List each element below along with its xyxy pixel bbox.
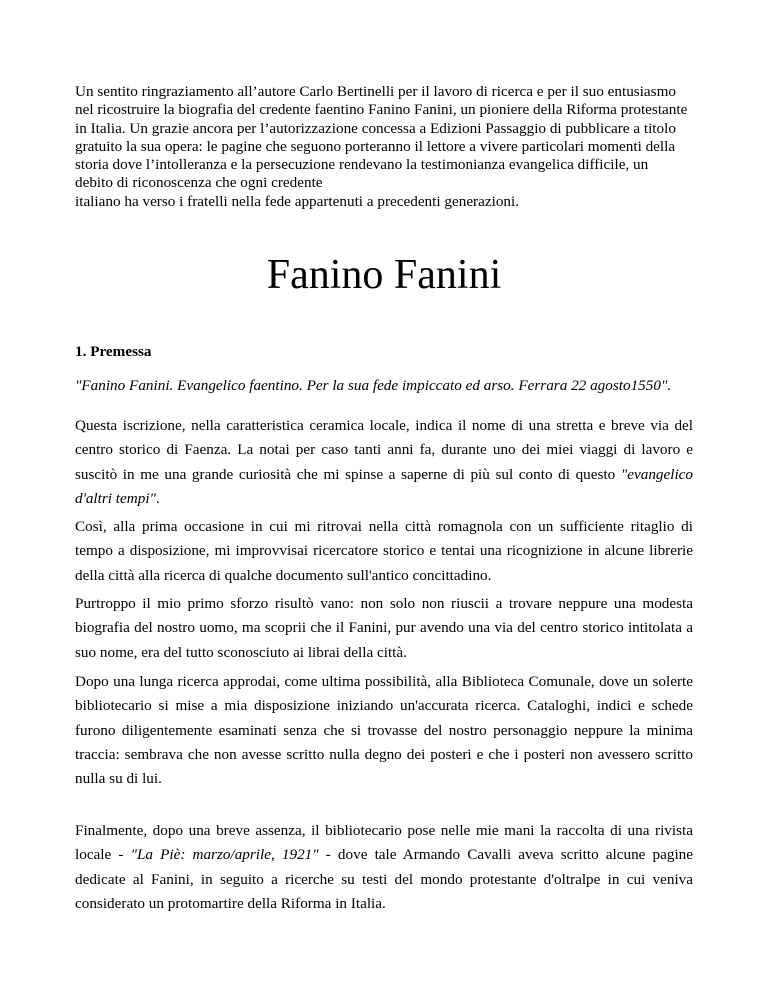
italic-text-run: "evangelico: [620, 465, 694, 483]
text-line: Dopo una lunga ricerca approdai, come ultima possibilità, alla Biblioteca Comunale, dove un solerte: [75, 673, 693, 690]
text-run: locale -: [75, 846, 124, 864]
acknowledgement-paragraph: [75, 83, 705, 211]
text-line: Questa iscrizione, nella caratteristica ceramica locale, indica il nome di una stretta e breve via del: [75, 417, 693, 434]
section-heading: 1. Premessa: [75, 343, 152, 360]
text-line: nel ricostruire la biografia del credente faentino Fanino Fanini, un pioniere della Riforma protestante: [75, 101, 688, 119]
text-line: in Italia. Un grazie ancora per l’autorizzazione concessa a Edizioni Passaggio di pubblicare a titolo: [75, 119, 676, 137]
text-run: suscitò in me una grande curiosità che mi spinse a saperne di più sul conto di questo: [75, 465, 616, 483]
text-line: furono diligentemente esaminati senza che si trovasse del nostro personaggio neppure la minima: [75, 721, 693, 739]
text-line: dedicate al Fanini, in seguito a ricerche su testi del mondo protestante d'oltralpe in cui veniva: [75, 870, 693, 888]
body-paragraph: [75, 515, 693, 588]
text-line: della città alla ricerca di qualche documento sull'antico concittadino.: [75, 566, 492, 584]
body-paragraph: [75, 670, 693, 791]
text-line: centro storico di Faenza. La notai per caso tanti anni fa, durante uno dei miei viaggi di lavoro e: [75, 441, 693, 459]
text-line: bibliotecario si mise a mia disposizione iniziando un'accurata ricerca. Cataloghi, indici e schede: [75, 697, 693, 715]
text-line: considerato un protomartire della Riforma in Italia.: [75, 894, 386, 912]
text-line: Purtroppo il mio primo sforzo risultò vano: non solo non riuscii a trovare neppure una modesta: [75, 595, 693, 612]
text-line: traccia: sembrava che non avesse scritto nulla degno dei posteri e che i posteri non avessero scritto: [75, 745, 693, 763]
text-line: [75, 843, 693, 867]
italic-text-run: "La Piè: marzo/aprile, 1921": [130, 846, 319, 864]
text-line: tempo a disposizione, mi improvvisai ricercatore storico e tentai una ricognizione in alcune librerie: [75, 542, 693, 560]
italic-text-run: d'altri tempi": [75, 489, 156, 507]
inscription-quote: "Fanino Fanini. Evangelico faentino. Per la sua fede impiccato ed arso. Ferrara 22 agosto1550".: [75, 377, 672, 394]
text-line: nulla su di lui.: [75, 770, 162, 788]
text-line: [75, 463, 693, 487]
text-line: [75, 487, 693, 511]
document-title: Fanino Fanini: [266, 252, 502, 298]
text-line: Un sentito ringraziamento all’autore Carlo Bertinelli per il lavoro di ricerca e per il suo entusiasmo: [75, 83, 676, 100]
text-line: italiano ha verso i fratelli nella fede appartenuti a precedenti generazioni.: [75, 192, 520, 210]
body-paragraph: [75, 414, 693, 511]
text-run: .: [155, 489, 160, 507]
body-paragraph: [75, 592, 693, 665]
text-run: - dove tale Armando Cavalli aveva scritto alcune pagine: [325, 846, 694, 864]
body-paragraph: [75, 819, 693, 916]
text-line: biografia del nostro uomo, ma scoprii che il Fanini, pur avendo una via del centro storico intitolata a: [75, 619, 693, 637]
text-line: Così, alla prima occasione in cui mi ritrovai nella città romagnola con un sufficiente ritaglio di: [75, 518, 693, 535]
text-line: debito di riconoscenza che ogni credente: [75, 174, 323, 192]
text-line: gratuito la sua opera: le pagine che seguono porteranno il lettore a vivere particolari momenti della: [75, 137, 676, 155]
text-line: suo nome, era del tutto sconosciuto ai librai della città.: [75, 643, 407, 661]
text-line: storia dove l’intolleranza e la persecuzione rendevano la testimonianza evangelica difficile, un: [75, 156, 649, 174]
text-line: Finalmente, dopo una breve assenza, il bibliotecario pose nelle mie mani la raccolta di una rivista: [75, 822, 693, 839]
